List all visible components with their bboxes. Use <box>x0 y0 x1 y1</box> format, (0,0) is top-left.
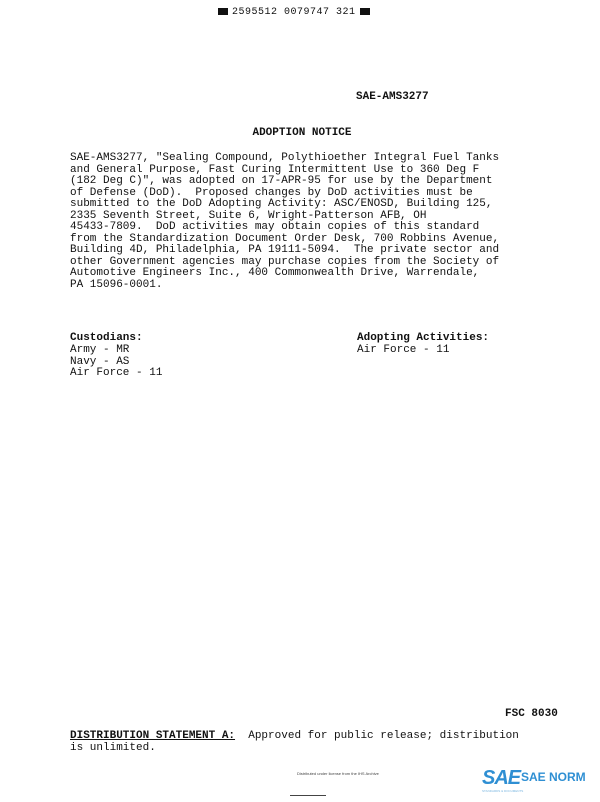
logo-tagline: STANDARDS & DOCUMENTS <box>482 789 524 793</box>
notice-title: ADOPTION NOTICE <box>252 127 352 139</box>
barcode-block-left <box>218 8 228 15</box>
document-id: SAE-AMS3277 <box>356 91 429 103</box>
custodians-section <box>70 333 290 380</box>
license-footnote: Distributed under license from the IHS Archive <box>297 771 379 776</box>
adopting-activities-heading: Adopting Activities: <box>357 332 490 344</box>
bottom-rule <box>290 795 326 796</box>
logo-name: SAE NORM <box>521 770 586 784</box>
notice-body: SAE-AMS3277, "Sealing Compound, Polythioether Integral Fuel Tanks and General Purpose, Fast Curing Intermittent Use to 360 Deg F (182 Deg C)", was adopted on 17-APR-95 for use by the Department of Defense (DoD). Proposed changes by DoD activities must be submitted to the DoD Adopting Activity: ASC/ENOSD, Building 125, 2335 Seventh Street, Suite 6, Wright-Patterson AFB, OH 45433-7809. DoD activities may obtain copies of this standard from the Standardization Document Order Desk, 700 Robbins Avenue, Building 4D, Philadelphia, PA 19111-5094. The private sector and other Government agencies may purchase copies from the Society of Automotive Engineers Inc., 400 Commonwealth Drive, Warrendale, PA 15096-0001. <box>70 152 500 291</box>
sae-logo-mark: SAE <box>482 767 521 789</box>
barcode-line <box>218 6 418 20</box>
fsc-code: FSC 8030 <box>505 708 558 720</box>
custodian-item: Air Force - 11 <box>70 367 163 380</box>
custodian-item: Navy - AS <box>70 355 130 368</box>
sae-norm-logo[interactable] <box>482 767 594 797</box>
custodian-item: Army - MR <box>70 343 130 356</box>
distribution-statement <box>70 731 570 755</box>
barcode-text: 2595512 0079747 321 <box>232 7 356 18</box>
adopting-activities-section <box>357 333 557 357</box>
custodians-heading: Custodians: <box>70 332 143 344</box>
adopting-activity-item: Air Force - 11 <box>357 343 450 356</box>
barcode-block-right <box>360 8 370 15</box>
distribution-label: DISTRIBUTION STATEMENT A: <box>70 730 236 742</box>
distribution-text: Approved for public release; distribution is unlimited. <box>70 730 519 754</box>
